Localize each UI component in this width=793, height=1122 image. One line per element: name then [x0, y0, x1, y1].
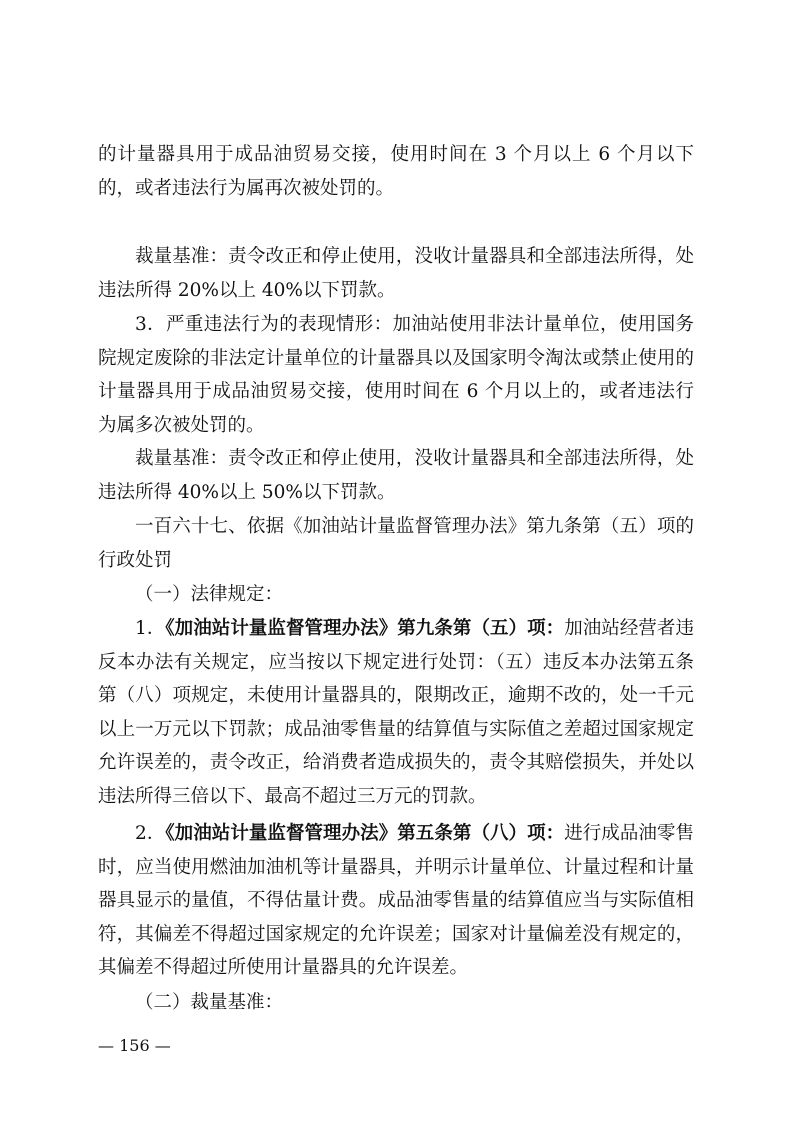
item-number: 1．	[135, 618, 166, 639]
paragraph-article-5-8	[98, 817, 694, 985]
subheading-discretion-standard: （二）裁量基准：	[135, 992, 284, 1013]
paragraph-article-9-5	[98, 612, 694, 813]
paragraph-serious-violation: 3．严重违法行为的表现情形：加油站使用非法计量单位，使用国务院规定废除的非法定计量单位的计量器具以及国家明令淘汰或禁止使用的计量器具用于成品油贸易交接，使用时间在 6 个月以上的，或者违法行为属多次被处罚的。	[98, 314, 694, 436]
subheading-legal-provisions: （一）法律规定：	[135, 584, 284, 605]
article-reference: 《加油站计量监督管理办法》第九条第（五）项：	[165, 618, 565, 639]
paragraph-discretion-standard-3: 裁量基准：责令改正和停止使用，没收计量器具和全部违法所得，处违法所得 40%以上 50%以下罚款。	[98, 448, 694, 503]
article-text: 进行成品油零售时，应当使用燃油加油机等计量器具，并明示计量单位、计量过程和计量器具显示的量值，不得估量计费。成品油零售量的结算值应当与实际值相符，其偏差不得超过国家规定的允许误差；国家对计量偏差没有规定的，其偏差不得超过所使用计量器具的允许误差。	[98, 823, 694, 978]
item-number: 2．	[135, 823, 166, 844]
section-heading-167: 一百六十七、依据《加油站计量监督管理办法》第九条第（五）项的行政处罚	[98, 516, 694, 571]
article-text: 加油站经营者违反本办法有关规定，应当按以下规定进行处罚：（五）违反本办法第五条第（八）项规定，未使用计量器具的，限期改正，逾期不改的，处一千元以上一万元以下罚款；成品油零售量的结算值与实际值之差超过国家规定允许误差的，责令改正，给消费者造成损失的，责令其赔偿损失，并处以违法所得三倍以下、最高不超过三万元的罚款。	[98, 618, 694, 807]
article-reference: 《加油站计量监督管理办法》第五条第（八）项：	[165, 823, 565, 844]
page-number: — 156 —	[98, 1036, 171, 1055]
paragraph-continuation: 的计量器具用于成品油贸易交接，使用时间在 3 个月以上 6 个月以下的，或者违法行为属再次被处罚的。	[98, 144, 694, 199]
paragraph-discretion-standard-2: 裁量基准：责令改正和停止使用，没收计量器具和全部违法所得，处违法所得 20%以上 40%以下罚款。	[98, 246, 694, 301]
